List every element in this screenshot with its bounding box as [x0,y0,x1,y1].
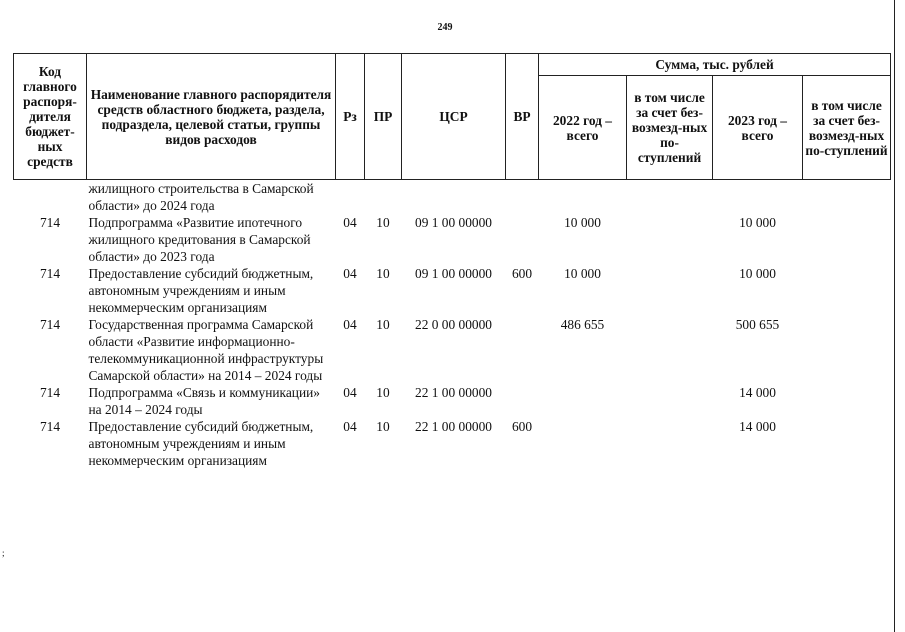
row-name: Предоставление субсидий бюджетным, автономным учреждениям и иным некоммерческим организациям [88,266,314,315]
row-2023-grants [803,384,891,418]
row-2022-grants [627,214,713,265]
row-2023-total: 10 000 [739,215,776,230]
row-2023-total: 14 000 [739,419,776,434]
row-csr: 09 1 00 00000 [415,266,492,281]
header-2022-total: 2022 год – всего [539,76,627,180]
row-2023-total: 14 000 [739,385,776,400]
row-2023-grants [803,265,891,316]
row-code: 714 [39,419,61,434]
row-csr: 22 0 00 00000 [415,317,492,332]
header-pr: ПР [365,54,402,180]
row-2023-grants [803,418,891,469]
header-2023-total: 2023 год – всего [713,76,803,180]
row-2023-grants [803,316,891,384]
row-2023-total: 500 655 [735,317,780,332]
page-number: 249 [437,22,453,33]
row-pr: 10 [376,385,390,400]
row-rz: 04 [343,419,357,434]
row-pr: 10 [376,419,390,434]
header-sum: Сумма, тыс. рублей [539,54,891,76]
row-name: Государственная программа Самарской области «Развитие информационно-телекоммуникационной инфраструктуры Самарской области» на 2014 – 2024 годы [88,317,324,383]
continuation-row [14,180,891,215]
table-row [14,316,891,384]
row-2023-total: 10 000 [739,266,776,281]
table-row [14,214,891,265]
row-pr: 10 [376,215,390,230]
row-2022-grants [627,384,713,418]
table-row [14,384,891,418]
page-edge-line [894,0,895,632]
row-rz: 04 [343,266,357,281]
header-vr: ВР [506,54,539,180]
row-2022-grants [627,265,713,316]
row-rz: 04 [343,215,357,230]
row-2022-grants [627,418,713,469]
row-pr: 10 [376,317,390,332]
row-rz: 04 [343,385,357,400]
row-pr: 10 [376,266,390,281]
table-row [14,418,891,469]
row-vr [506,214,539,265]
row-2023-grants [803,214,891,265]
row-name: Подпрограмма «Связь и коммуникации» на 2014 – 2024 годы [88,385,320,417]
row-name: Предоставление субсидий бюджетным, автономным учреждениям и иным некоммерческим организациям [88,419,314,468]
row-vr [506,384,539,418]
row-2022-total: 10 000 [564,266,601,281]
continuation-text: жилищного строительства в Самарской области» до 2024 года [88,181,314,213]
row-csr: 09 1 00 00000 [415,215,492,230]
header-rz: Рз [336,54,365,180]
header-code: Код главного распоря-дителя бюджет-ных средств [14,54,87,180]
row-vr: 600 [511,419,533,434]
budget-table [13,53,891,469]
row-vr: 600 [511,266,533,281]
row-csr: 22 1 00 00000 [415,385,492,400]
row-name: Подпрограмма «Развитие ипотечного жилищного кредитования в Самарской области» до 2023 года [88,215,311,264]
row-code: 714 [39,266,61,281]
margin-mark: ; [2,548,5,558]
row-code: 714 [39,385,61,400]
row-code: 714 [39,317,61,332]
header-csr: ЦСР [402,54,506,180]
row-code: 714 [39,215,61,230]
header-2023-grants: в том числе за счет без-возмезд-ных по-ступлений [803,76,891,180]
row-2022-grants [627,316,713,384]
row-vr [506,316,539,384]
row-2022-total [539,384,627,418]
row-2022-total: 486 655 [560,317,605,332]
row-2022-total: 10 000 [564,215,601,230]
header-2022-grants: в том числе за счет без-возмезд-ных по-ступлений [627,76,713,180]
table-row [14,265,891,316]
row-2022-total [539,418,627,469]
header-name: Наименование главного распорядителя средств областного бюджета, раздела, подраздела, целевой статьи, группы видов расходов [87,54,336,180]
row-rz: 04 [343,317,357,332]
row-csr: 22 1 00 00000 [415,419,492,434]
